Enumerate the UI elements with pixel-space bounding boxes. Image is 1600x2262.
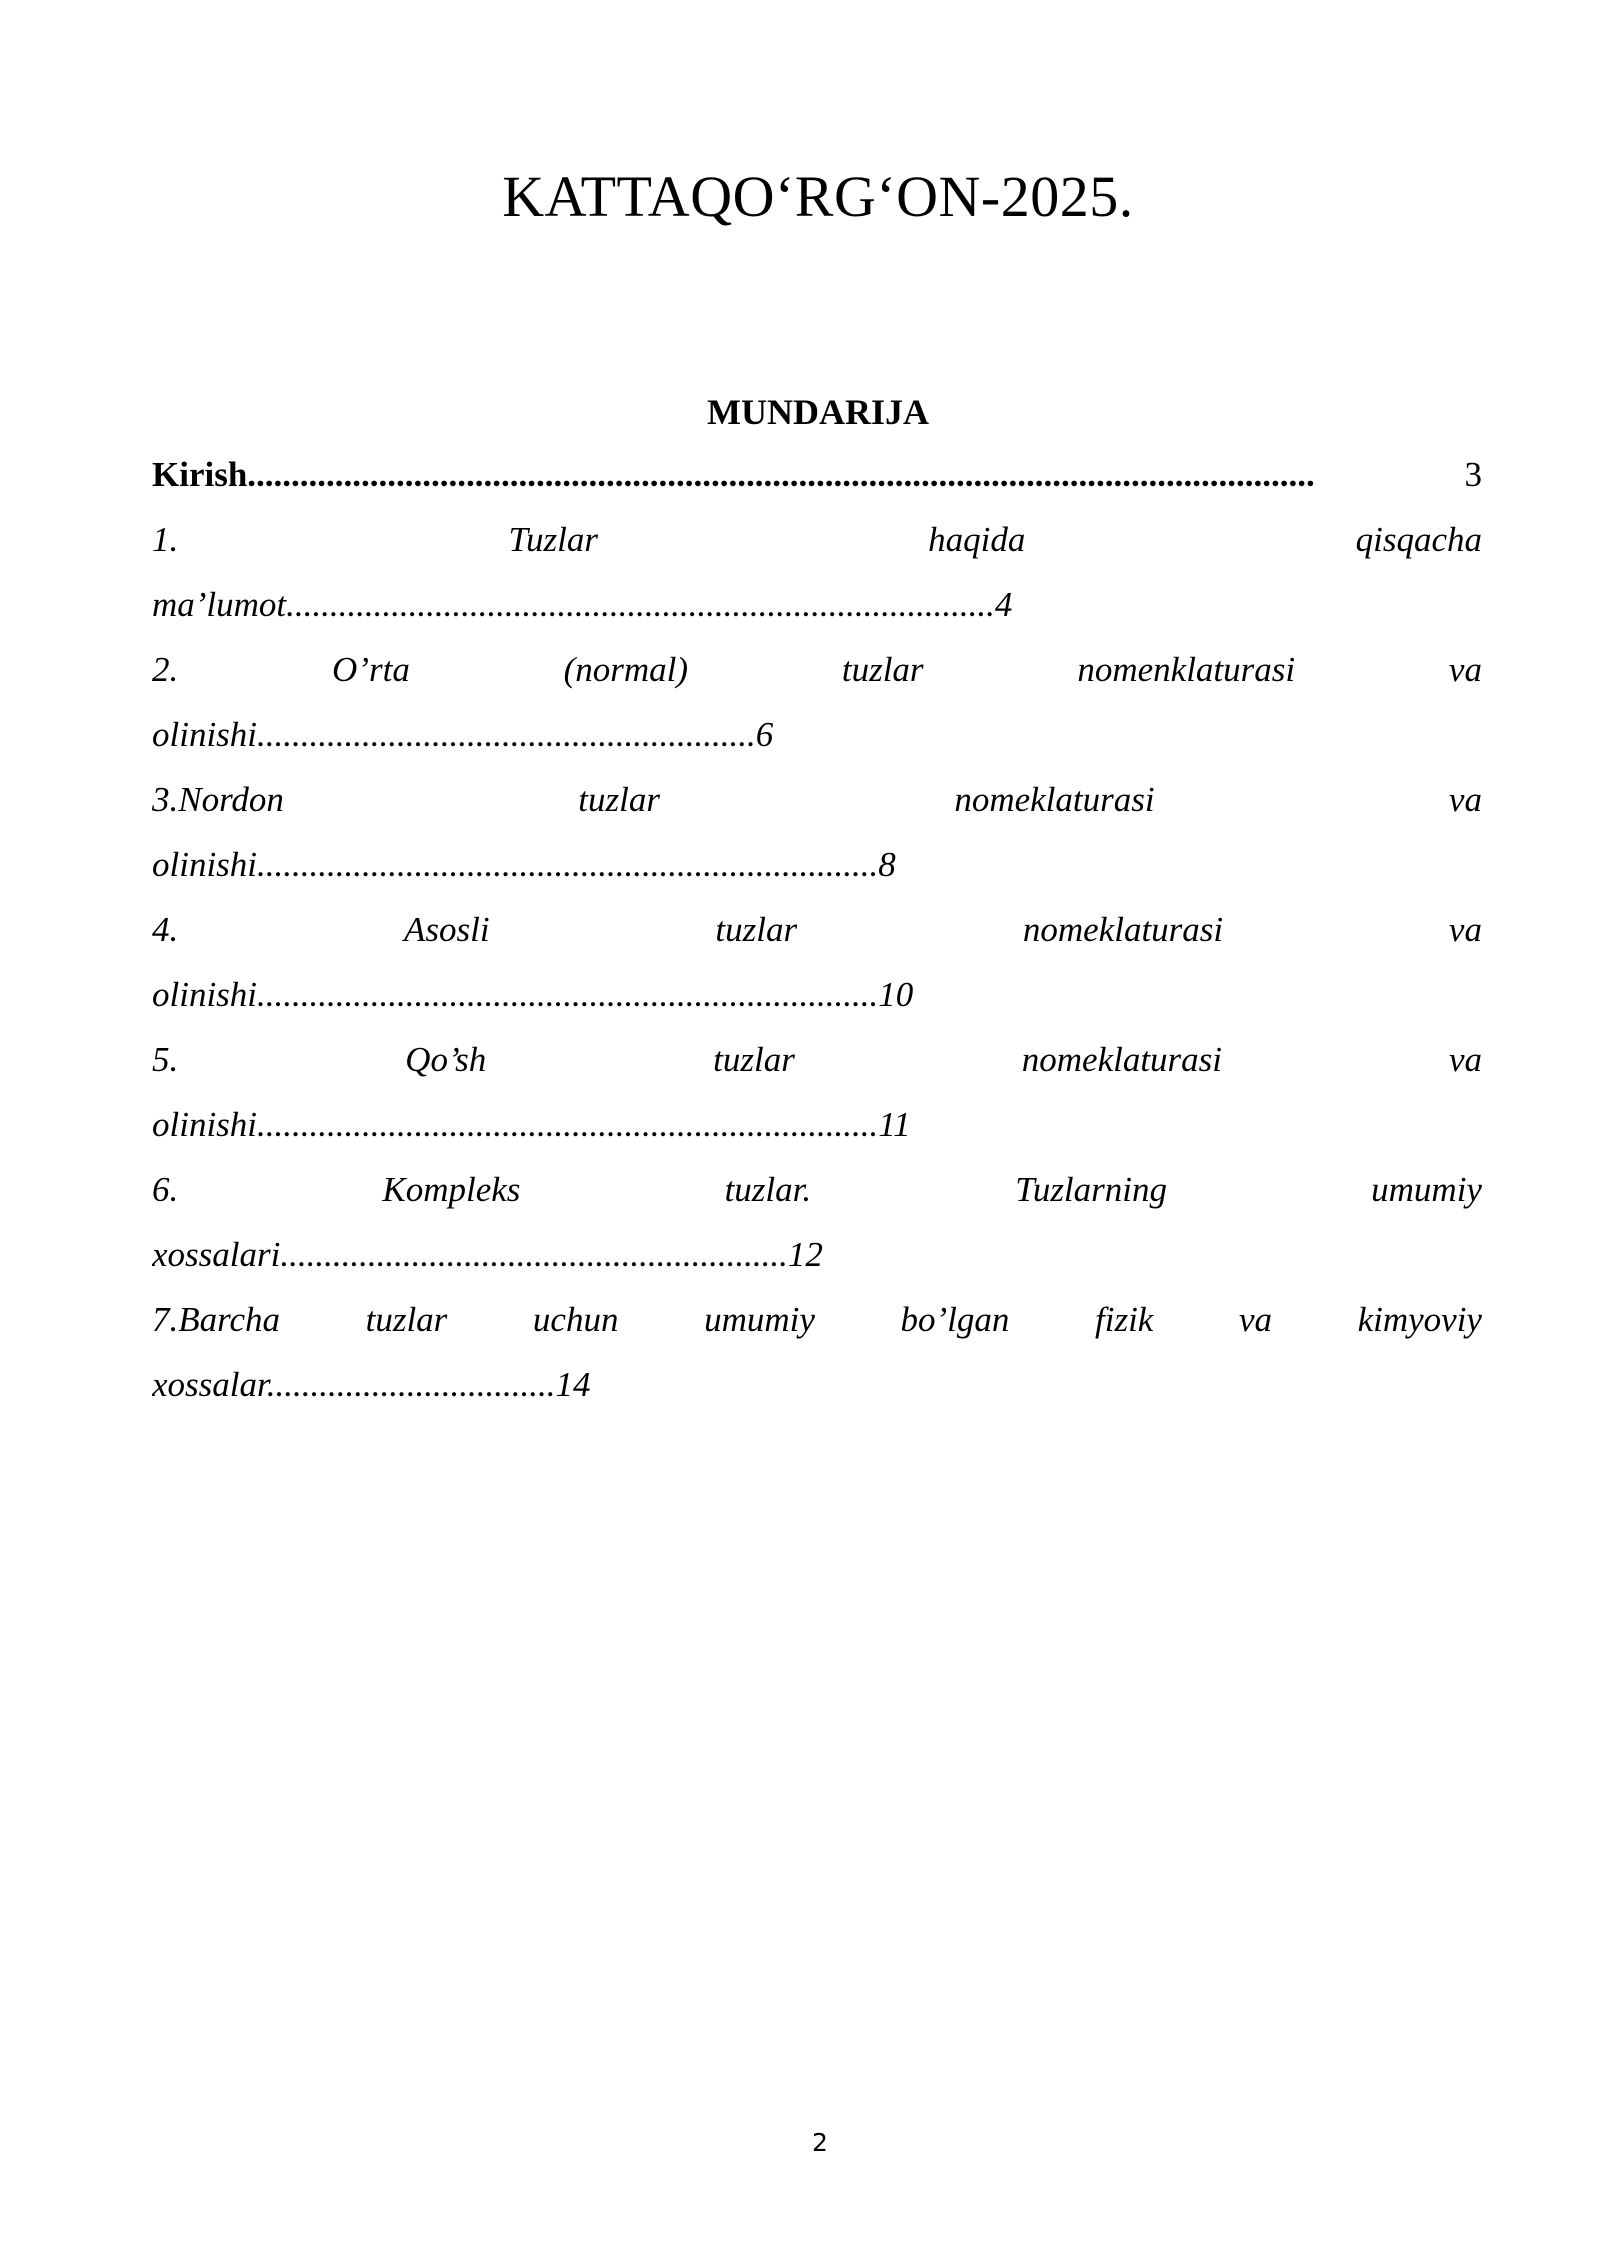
- toc-entry-continuation: xossalari..........................................................12: [152, 1235, 823, 1274]
- toc-entry-continuation: olinishi.......................................................................10: [152, 975, 914, 1014]
- toc-entry-word: Tuzlar: [508, 520, 598, 559]
- toc-entry-word: va: [1448, 1040, 1482, 1079]
- toc-entry-word: nomenklaturasi: [1077, 650, 1296, 689]
- toc-entry-word: Qo’sh: [405, 1040, 487, 1079]
- toc-entry-word: 1.: [152, 520, 179, 559]
- toc-entry-word: tuzlar: [578, 780, 660, 819]
- toc-entry-word: va: [1238, 1300, 1272, 1339]
- toc-entry-line: [152, 1287, 1482, 1352]
- toc-entry-line: [152, 1157, 1482, 1222]
- toc-entry-label: Kirish: [152, 455, 248, 494]
- toc-entry-word: qisqacha: [1355, 520, 1482, 559]
- toc-entry-word: tuzlar: [841, 650, 924, 689]
- toc-entry-word: tuzlar: [715, 910, 798, 949]
- toc-entry-line: [152, 767, 1482, 832]
- toc-entry-word: umumiy: [704, 1300, 815, 1339]
- toc-dot-leader: ..........................................................................................................................: [247, 455, 1315, 494]
- toc-entry-word: 3.Nordon: [152, 780, 284, 819]
- toc-entry-word: Asosli: [404, 910, 490, 949]
- toc-entry-word: kimyoviy: [1357, 1300, 1482, 1339]
- toc-entry-word: tuzlar: [365, 1300, 448, 1339]
- toc-entry-continuation: olinishi.......................................................................11: [152, 1105, 911, 1144]
- toc-entry-word: va: [1448, 780, 1482, 819]
- toc-entry-word: Tuzlarning: [1015, 1170, 1168, 1209]
- toc-entry-word: bo’lgan: [900, 1300, 1010, 1339]
- toc-page-number: 3: [1464, 455, 1482, 494]
- toc-entry-line: [152, 507, 1482, 572]
- toc-entry-word: O’rta: [332, 650, 410, 689]
- toc-entry-word: 5.: [152, 1040, 179, 1079]
- page-number: 2: [812, 2128, 828, 2157]
- toc-entry-word: nomeklaturasi: [1021, 1040, 1223, 1079]
- toc-entries: [152, 507, 1482, 1417]
- toc-entry-word: tuzlar.: [724, 1170, 812, 1209]
- document-title: KATTAQO‘RG‘ON-2025.: [502, 164, 1134, 229]
- toc-entry-word: fizik: [1095, 1300, 1154, 1339]
- toc-entry-line: [152, 637, 1482, 702]
- toc-entry-word: haqida: [928, 520, 1026, 559]
- toc-entry-continuation: olinishi.........................................................6: [152, 715, 774, 754]
- toc-entry-word: va: [1448, 910, 1482, 949]
- toc-entry-word: nomeklaturasi: [1022, 910, 1224, 949]
- toc-entry-continuation: olinishi.......................................................................8: [152, 845, 896, 884]
- toc-entry-intro: [152, 442, 1482, 507]
- toc-entry-line: [152, 1027, 1482, 1092]
- toc-entry-word: (normal): [563, 650, 689, 689]
- toc-entry-continuation: ma’lumot.................................................................................4: [152, 585, 1013, 624]
- toc-entry-word: Kompleks: [382, 1170, 521, 1209]
- table-of-contents: [152, 442, 1482, 1417]
- toc-entry-word: umumiy: [1371, 1170, 1482, 1209]
- toc-heading: MUNDARIJA: [707, 392, 929, 432]
- toc-entry-word: uchun: [532, 1300, 619, 1339]
- toc-entry-word: 6.: [152, 1170, 179, 1209]
- toc-entry-continuation: xossalar.................................14: [152, 1365, 591, 1404]
- toc-entry-word: 4.: [152, 910, 179, 949]
- toc-entry-word: nomeklaturasi: [954, 780, 1155, 819]
- toc-entry-word: va: [1448, 650, 1482, 689]
- toc-entry-word: 7.Barcha: [152, 1300, 280, 1339]
- toc-entry-word: 2.: [152, 650, 179, 689]
- toc-entry-line: [152, 897, 1482, 962]
- toc-entry-word: tuzlar: [713, 1040, 795, 1079]
